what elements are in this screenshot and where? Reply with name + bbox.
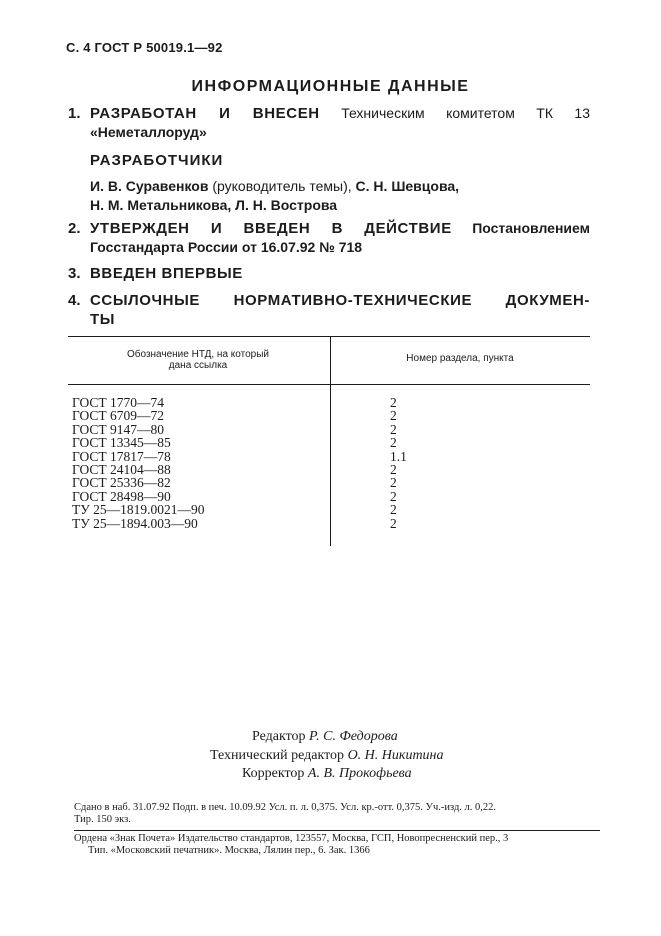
table-cell-section: 2 xyxy=(390,408,397,424)
corrector-label: Корректор xyxy=(242,766,305,781)
developer-role: (руководитель темы), xyxy=(212,178,352,194)
item-number: 2. xyxy=(68,220,81,237)
item-text: Госстандарта России от 16.07.92 № 718 xyxy=(90,239,363,255)
info-item-2 xyxy=(68,219,590,257)
table-cell-document: ГОСТ 25336—82 xyxy=(72,475,171,491)
item-line xyxy=(90,219,590,238)
imprint-line: Тир. 150 экз. xyxy=(74,814,131,825)
table-cell-document: ГОСТ 9147—80 xyxy=(72,421,165,437)
editor-line xyxy=(200,728,500,747)
table-cell-section: 2 xyxy=(390,502,397,518)
table-column-divider xyxy=(330,336,331,546)
item-number: 3. xyxy=(68,265,81,282)
table-rule-top xyxy=(68,336,590,337)
table-cell-document: ГОСТ 1770—74 xyxy=(72,395,165,410)
column-header-document xyxy=(88,349,308,371)
table-cell-document: ГОСТ 17817—78 xyxy=(72,448,171,464)
developers-list xyxy=(90,177,560,215)
column-header-section: Номер раздела, пункта xyxy=(406,353,514,364)
item-heading: УТВЕРЖДЕН И ВВЕДЕН В ДЕЙСТВИЕ xyxy=(90,220,452,237)
table-cell-section: 2 xyxy=(390,475,397,491)
editor-label: Редактор xyxy=(252,729,306,744)
developer-name: И. В. Суравенков xyxy=(90,178,209,194)
info-item-3 xyxy=(68,264,590,283)
publisher-line: Ордена «Знак Почета» Издательство стандартов, 123557, Москва, ГСП, Новопресненский пер., 3 xyxy=(74,833,509,844)
table-cell-document: ТУ 25—1894.003—90 xyxy=(72,515,198,531)
table-cell-section: 2 xyxy=(390,435,397,451)
publisher-info xyxy=(74,833,604,857)
imprint-line: Сдано в наб. 31.07.92 Подп. в печ. 10.09.92 Усл. п. л. 0,375. Усл. кр.-отт. 0,375. Уч.-изд. л. 0,22. xyxy=(74,802,497,813)
table-cell-section: 2 xyxy=(390,515,397,531)
reference-table xyxy=(68,336,590,546)
editors-block xyxy=(200,728,500,784)
table-cell-document: ГОСТ 13345—85 xyxy=(72,435,171,451)
column-header-line: дана ссылка xyxy=(168,360,228,371)
item-heading: ВВЕДЕН ВПЕРВЫЕ xyxy=(90,265,243,282)
running-head: С. 4 ГОСТ Р 50019.1—92 xyxy=(66,40,223,55)
item-heading: ССЫЛОЧНЫЕ НОРМАТИВНО-ТЕХНИЧЕСКИЕ ДОКУМЕН- xyxy=(90,292,590,309)
table-cell-section: 2 xyxy=(390,488,397,504)
item-line xyxy=(90,104,590,123)
table-cell-section: 2 xyxy=(390,395,397,410)
table-cell-document: ТУ 25—1819.0021—90 xyxy=(72,502,205,518)
imprint xyxy=(74,802,594,826)
developer-names: Н. М. Метальникова, Л. Н. Вострова xyxy=(90,197,338,213)
item-text: Постановлением xyxy=(472,220,590,236)
developers-line xyxy=(90,177,560,196)
table-cell-document: ГОСТ 6709—72 xyxy=(72,408,165,424)
corrector-line xyxy=(200,765,500,784)
document-column xyxy=(72,396,205,530)
item-number: 4. xyxy=(68,292,81,309)
tech-editor-name: О. Н. Никитина xyxy=(347,747,444,763)
page-title: ИНФОРМАЦИОННЫЕ ДАННЫЕ xyxy=(191,78,470,95)
developers-heading: РАЗРАБОТЧИКИ xyxy=(90,152,224,169)
info-item-4 xyxy=(68,291,590,329)
table-cell-document: ГОСТ 28498—90 xyxy=(72,488,171,504)
section-column xyxy=(390,396,407,530)
developer-name: С. Н. Шевцова, xyxy=(355,178,460,194)
item-text: Техническим комитетом ТК 13 xyxy=(341,105,591,121)
corrector-name: А. В. Прокофьева xyxy=(307,766,412,781)
tech-editor-line xyxy=(200,747,500,766)
item-heading: РАЗРАБОТАН И ВНЕСЕН xyxy=(90,105,320,122)
item-number: 1. xyxy=(68,105,81,122)
info-item-1 xyxy=(68,104,590,142)
printer-line: Тип. «Московский печатник». Москва, Лялин пер., 6. Зак. 1366 xyxy=(88,845,370,856)
table-cell-section: 1.1 xyxy=(390,448,407,464)
editor-name: Р. С. Федорова xyxy=(309,729,398,744)
item-heading-continued: ТЫ xyxy=(90,311,116,328)
tech-editor-label: Технический редактор xyxy=(210,747,345,763)
developers-line xyxy=(90,196,560,215)
table-cell-section: 2 xyxy=(390,421,397,437)
table-cell-section: 2 xyxy=(390,462,397,478)
publisher-rule xyxy=(74,830,600,831)
column-header-line: Обозначение НТД, на который xyxy=(126,349,269,360)
table-cell-document: ГОСТ 24104—88 xyxy=(72,462,171,478)
organization-name: «Неметаллоруд» xyxy=(90,124,207,140)
table-rule-header xyxy=(68,384,590,385)
